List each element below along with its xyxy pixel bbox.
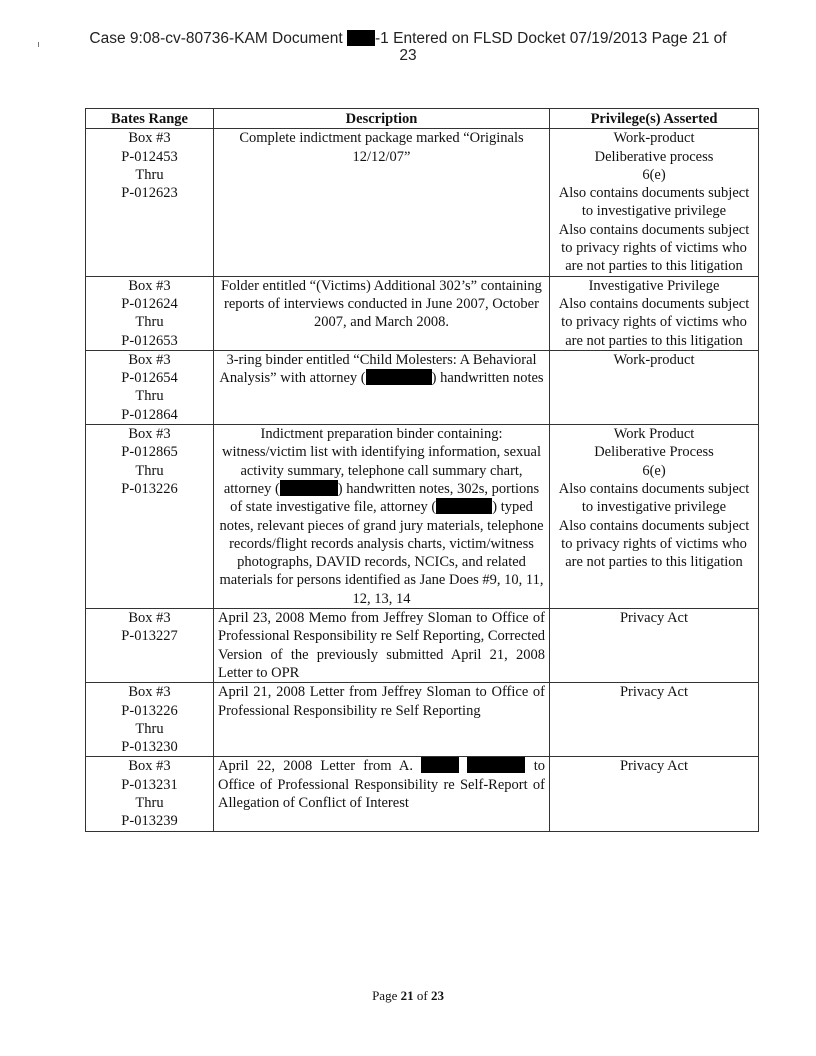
bates-box: Box #3 [128, 610, 171, 627]
bates-box: Box #3 [128, 426, 171, 443]
bates-box: Box #3 [128, 130, 171, 147]
privilege-cell [550, 609, 759, 683]
bates-start: P-013227 [121, 628, 178, 645]
bates-thru: Thru [135, 388, 164, 405]
description-cell [214, 425, 550, 609]
redaction-bar [366, 369, 432, 385]
privilege-item: Also contains documents subject to privacy rights of victims who are not parties to this litigation [558, 517, 750, 571]
bates-end: P-013226 [121, 480, 178, 497]
footer-of-label: of [416, 988, 428, 1003]
bates-start: P-013226 [121, 702, 178, 719]
redaction-bar [421, 757, 459, 773]
privilege-item: Work Product [613, 426, 695, 443]
table-row [86, 757, 759, 831]
docket-header-line-2: 23 [399, 47, 417, 64]
column-header-privilege: Privilege(s) Asserted [550, 109, 759, 129]
table-row [86, 609, 759, 683]
description-text: April 23, 2008 Memo from Jeffrey Sloman to Office of Professional Responsibility re Self Reporting, Corrected Version of the previously submitted April 21, 2008 Letter to OPR [218, 610, 546, 681]
description-text: Complete indictment package marked “Originals 12/12/07” [239, 130, 524, 165]
redaction-bar [436, 498, 492, 514]
description-cell [214, 129, 550, 276]
footer-page-number: 21 [400, 988, 414, 1003]
description-cell [214, 683, 550, 757]
footer-page-total: 23 [430, 988, 444, 1003]
redaction-bar [347, 30, 375, 46]
description-text: to Office of Professional Responsibility re Self-Report of Allegation of Conflict of Interest [218, 758, 545, 811]
table-row [86, 425, 759, 609]
bates-end: P-012623 [121, 185, 178, 202]
privilege-item: 6(e) [642, 462, 666, 479]
description-text: April 22, 2008 Letter from A. [218, 758, 414, 775]
bates-end: P-012653 [121, 332, 178, 349]
bates-box: Box #3 [128, 684, 171, 701]
privilege-cell [550, 425, 759, 609]
bates-start: P-012654 [121, 370, 178, 387]
bates-start: P-012453 [121, 148, 178, 165]
privilege-item: Work-product [613, 351, 695, 368]
bates-cell [86, 276, 214, 350]
bates-box: Box #3 [128, 351, 171, 368]
description-text: Folder entitled “(Victims) Additional 302’s” containing reports of interviews conducted in June 2007, October 2007, and March 2008. [221, 277, 542, 331]
bates-cell [86, 129, 214, 276]
privilege-cell [550, 350, 759, 424]
docket-header-line-1 [0, 30, 816, 47]
bates-cell [86, 683, 214, 757]
privilege-item: Also contains documents subject to investigative privilege [558, 185, 750, 220]
description-text: 3-ring binder entitled “Child Molesters: A Behavioral Analysis” with attorney ( [219, 351, 537, 387]
bates-cell [86, 757, 214, 831]
table-row [86, 129, 759, 276]
bates-start: P-012624 [121, 295, 178, 312]
table-row [86, 683, 759, 757]
bates-thru: Thru [135, 314, 164, 331]
column-header-description: Description [214, 109, 550, 129]
description-text: ) handwritten notes, 302s, portions of state investigative file, attorney ( [230, 480, 540, 516]
redaction-bar [467, 757, 525, 773]
table-row [86, 276, 759, 350]
bates-end: P-013239 [121, 813, 178, 830]
privilege-item: Privacy Act [619, 610, 689, 627]
bates-end: P-013230 [121, 739, 178, 756]
page-footer [0, 988, 816, 1004]
description-text: ) typed notes, relevant pieces of grand jury materials, telephone records/flight records analysis charts, victim/witness photographs, DAVID records, NCICs, and related materials for persons identified as Jane Does #9, 10, 11, 12, 13, 14 [219, 499, 544, 607]
description-cell [214, 757, 550, 831]
description-text: April 21, 2008 Letter from Jeffrey Sloman to Office of Professional Responsibility re Self Reporting [218, 684, 545, 719]
bates-thru: Thru [135, 166, 164, 183]
bates-box: Box #3 [128, 277, 171, 294]
privilege-cell [550, 683, 759, 757]
bates-thru: Thru [135, 462, 164, 479]
privilege-item: Also contains documents subject to privacy rights of victims who are not parties to this litigation [558, 295, 750, 349]
description-cell [214, 350, 550, 424]
bates-cell [86, 425, 214, 609]
privilege-item: Also contains documents subject to privacy rights of victims who are not parties to this litigation [558, 221, 750, 275]
privilege-item: Deliberative process [594, 148, 714, 165]
description-text: Indictment preparation binder containing: witness/victim list with identifying information, sexual activity summary, telephone call summary chart, attorney ( [222, 426, 541, 497]
docket-header-entered: -1 Entered on FLSD Docket 07/19/2013 Page 21 of [375, 30, 727, 47]
table-header-row [86, 109, 759, 129]
redaction-bar [280, 480, 338, 496]
description-cell [214, 276, 550, 350]
bates-thru: Thru [135, 794, 164, 811]
privilege-cell [550, 276, 759, 350]
privilege-log-table [85, 108, 759, 832]
privilege-item: Privacy Act [619, 758, 689, 775]
docket-header-case: Case 9:08-cv-80736-KAM Document [89, 30, 343, 47]
bates-start: P-013231 [121, 776, 178, 793]
bates-thru: Thru [135, 720, 164, 737]
bates-cell [86, 350, 214, 424]
footer-page-label: Page [372, 988, 398, 1003]
bates-cell [86, 609, 214, 683]
privilege-cell [550, 129, 759, 276]
docket-header [0, 30, 816, 64]
bates-start: P-012865 [121, 444, 178, 461]
description-cell [214, 609, 550, 683]
column-header-bates: Bates Range [86, 109, 214, 129]
privilege-item: Also contains documents subject to investigative privilege [558, 480, 750, 516]
description-text: ) handwritten notes [431, 370, 544, 387]
bates-end: P-012864 [121, 406, 178, 423]
bates-box: Box #3 [128, 758, 171, 775]
privilege-item: Investigative Privilege [588, 277, 720, 294]
privilege-item: Privacy Act [619, 684, 689, 701]
privilege-cell [550, 757, 759, 831]
privilege-item: Deliberative Process [594, 444, 714, 461]
privilege-item: Work-product [613, 130, 695, 147]
table-row [86, 350, 759, 424]
privilege-item: 6(e) [642, 166, 666, 183]
